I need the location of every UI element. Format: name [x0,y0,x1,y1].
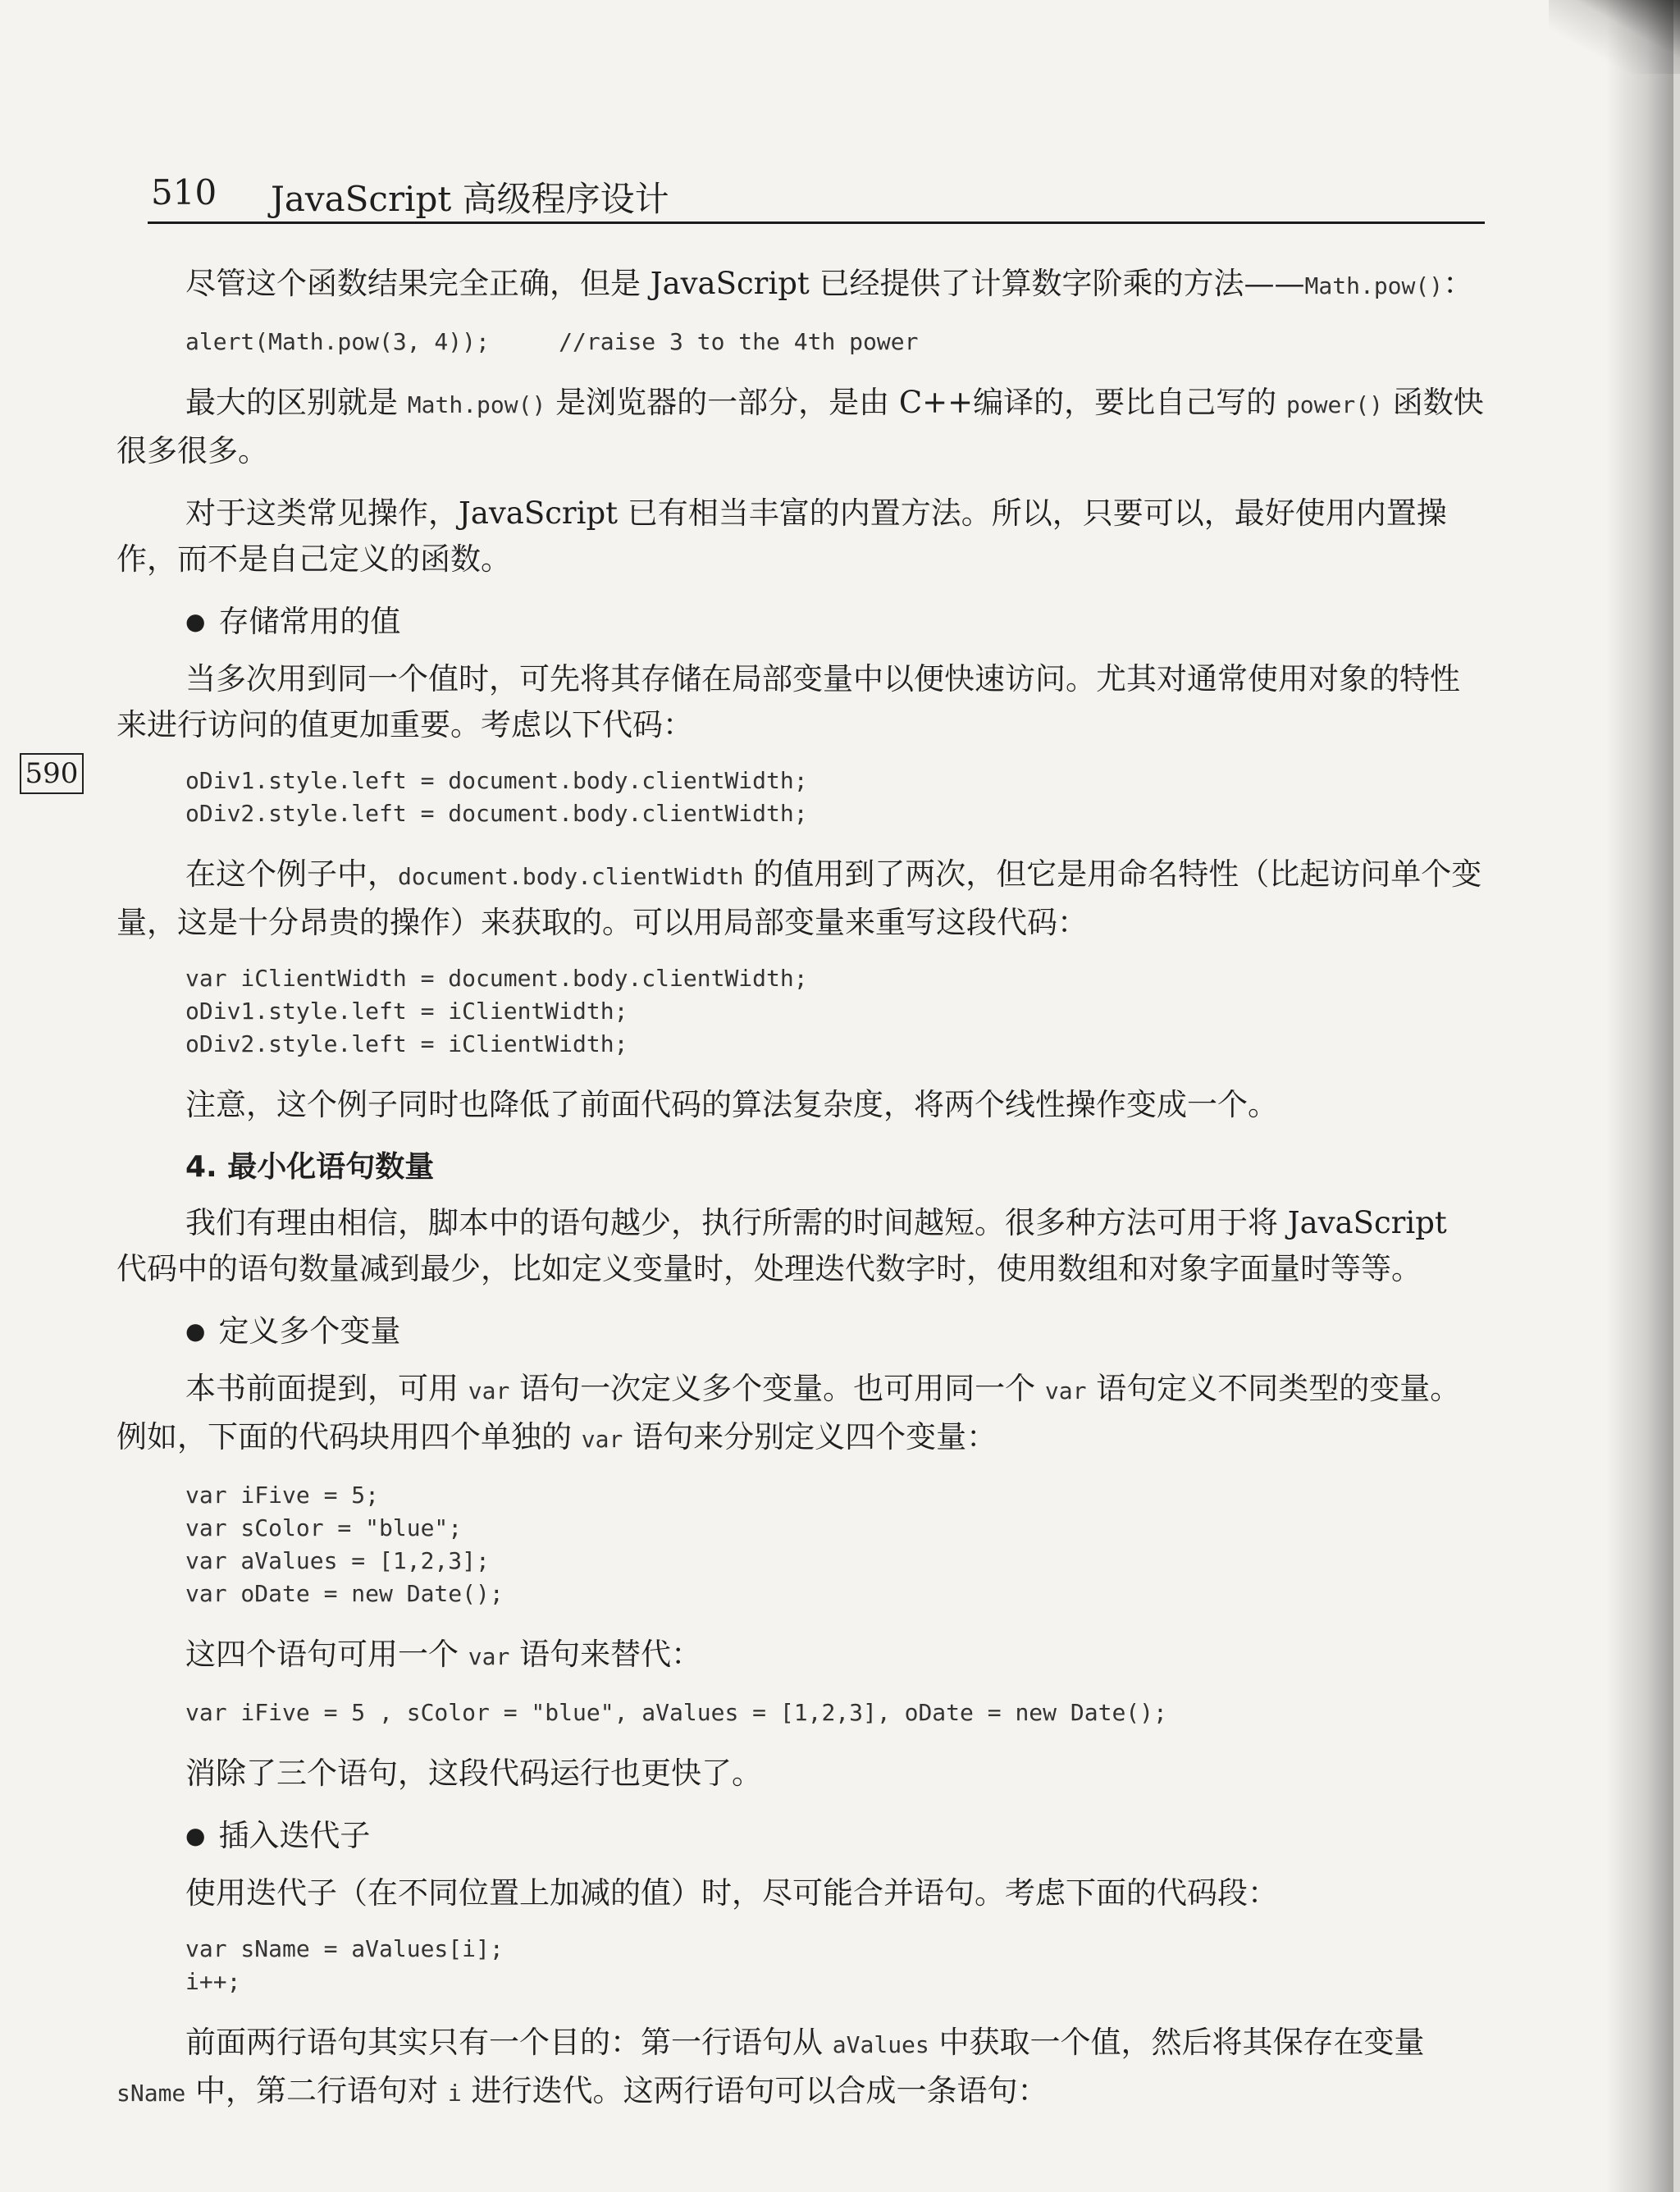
code-line: var oDate = new Date(); [185,1580,504,1607]
page-body [116,261,1485,2133]
code-line: oDiv1.style.left = iClientWidth; [185,998,628,1025]
section-heading: 4. 最小化语句数量 [185,1150,435,1184]
code-line: oDiv2.style.left = document.body.clientWidth; [185,800,808,827]
text: 本书前面提到，可用 [185,1371,468,1406]
paragraph-5 [116,852,1485,946]
code-line: alert(Math.pow(3, 4)); //raise 3 to the 4th power [185,328,919,355]
inline-code: Math.pow() [1304,272,1444,299]
code-block-4 [185,1479,1485,1610]
bullet-icon: ● [185,608,206,635]
book-spine-shadow [1606,0,1680,2192]
bullet-text: 插入迭代子 [218,1818,371,1853]
bullet-icon: ● [185,1317,206,1345]
paragraph-6: 注意，这个例子同时也降低了前面代码的算法复杂度，将两个线性操作变成一个。 [185,1087,1278,1122]
inline-code: var [468,1377,510,1404]
text: 是浏览器的一部分，是由 C++编译的，要比自己写的 [546,385,1286,420]
bullet-text: 定义多个变量 [218,1313,401,1349]
code-line: var aValues = [1,2,3]; [185,1547,490,1574]
code-line: oDiv1.style.left = document.body.clientWidth; [185,767,808,794]
code-line: oDiv2.style.left = iClientWidth; [185,1030,628,1057]
code-block-2 [185,765,1485,830]
text: 尽管这个函数结果完全正确，但是 JavaScript 已经提供了计算数字阶乘的方法—— [185,266,1305,301]
paragraph-4: 当多次用到同一个值时，可先将其存储在局部变量中以便快速访问。尤其对通常使用对象的特性来进行访问的值更加重要。考虑以下代码： [116,661,1460,742]
bullet-text: 存储常用的值 [218,604,401,639]
bullet-icon: ● [185,1822,206,1849]
inline-code: aValues [832,2031,929,2058]
page-number: 510 [151,172,217,212]
inline-code: document.body.clientWidth [398,863,744,890]
margin-page-reference: 590 [20,753,84,794]
paragraph-2 [116,380,1485,474]
code-line: i++; [185,1968,241,1995]
text: 函数快很多很多。 [116,385,1484,468]
running-header [148,167,1485,224]
inline-code: Math.pow() [407,391,546,418]
text: 语句一次定义多个变量。也可用同一个 [509,1371,1045,1406]
paragraph-11: 使用迭代子（在不同位置上加减的值）时，尽可能合并语句。考虑下面的代码段： [185,1875,1278,1911]
code-line: var iFive = 5; [185,1482,380,1509]
code-line: var sName = aValues[i]; [185,1935,504,1962]
paragraph-3: 对于这类常见操作，JavaScript 已有相当丰富的内置方法。所以，只要可以，最好使用内置操作，而不是自己定义的函数。 [116,495,1447,577]
code-block-6 [185,1933,1485,1998]
paragraph-9 [116,1632,1485,1680]
text: 语句来分别定义四个变量： [623,1419,998,1454]
inline-code: var [468,1643,510,1670]
paragraph-1 [116,261,1485,309]
code-block-3 [185,962,1485,1061]
inline-code: power() [1285,391,1383,418]
page-edge [1673,0,1680,2192]
inline-code: var [581,1426,623,1453]
paragraph-7: 我们有理由相信，脚本中的语句越少，执行所需的时间越短。很多种方法可用于将 JavaScript 代码中的语句数量减到最少，比如定义变量时，处理迭代数字时，使用数组和对象字面量时等等。 [116,1205,1447,1286]
text: 前面两行语句其实只有一个目的：第一行语句从 [185,2025,833,2060]
text: 最大的区别就是 [185,385,408,420]
inline-code: sName [116,2080,186,2107]
code-block-5 [185,1697,1485,1729]
paragraph-8 [116,1366,1485,1463]
text: 语句定义不同类型的变量。例如，下面的代码块用四个单独的 [116,1371,1461,1454]
text: 语句来替代： [509,1637,702,1672]
text: 的值用到了两次，但它是用命名特性（比起访问单个变量，这是十分昂贵的操作）来获取的。可以用局部变量来重写这段代码： [116,856,1482,940]
bullet-heading-3 [185,1813,1485,1859]
text: 中，第二行语句对 [185,2073,448,2108]
text: ： [1443,266,1474,301]
code-line: var iClientWidth = document.body.clientWidth; [185,965,808,992]
code-line: var sColor = "blue"; [185,1514,463,1541]
inline-code: var [1044,1377,1087,1404]
book-title: JavaScript 高级程序设计 [271,179,669,219]
text: 中获取一个值，然后将其保存在变量 [929,2025,1425,2060]
text: 在这个例子中， [185,856,398,892]
paragraph-12 [116,2020,1485,2117]
code-block-1 [185,326,1485,358]
text: 这四个语句可用一个 [185,1637,468,1672]
code-line: var iFive = 5 , sColor = "blue", aValues = [1,2,3], oDate = new Date(); [185,1699,1167,1726]
text: 进行迭代。这两行语句可以合成一条语句： [461,2073,1048,2108]
bullet-heading-2 [185,1308,1485,1354]
paragraph-10: 消除了三个语句，这段代码运行也更快了。 [185,1756,762,1791]
inline-code: i [447,2080,462,2107]
bullet-heading-1 [185,599,1485,645]
corner-shadow [1549,0,1680,74]
